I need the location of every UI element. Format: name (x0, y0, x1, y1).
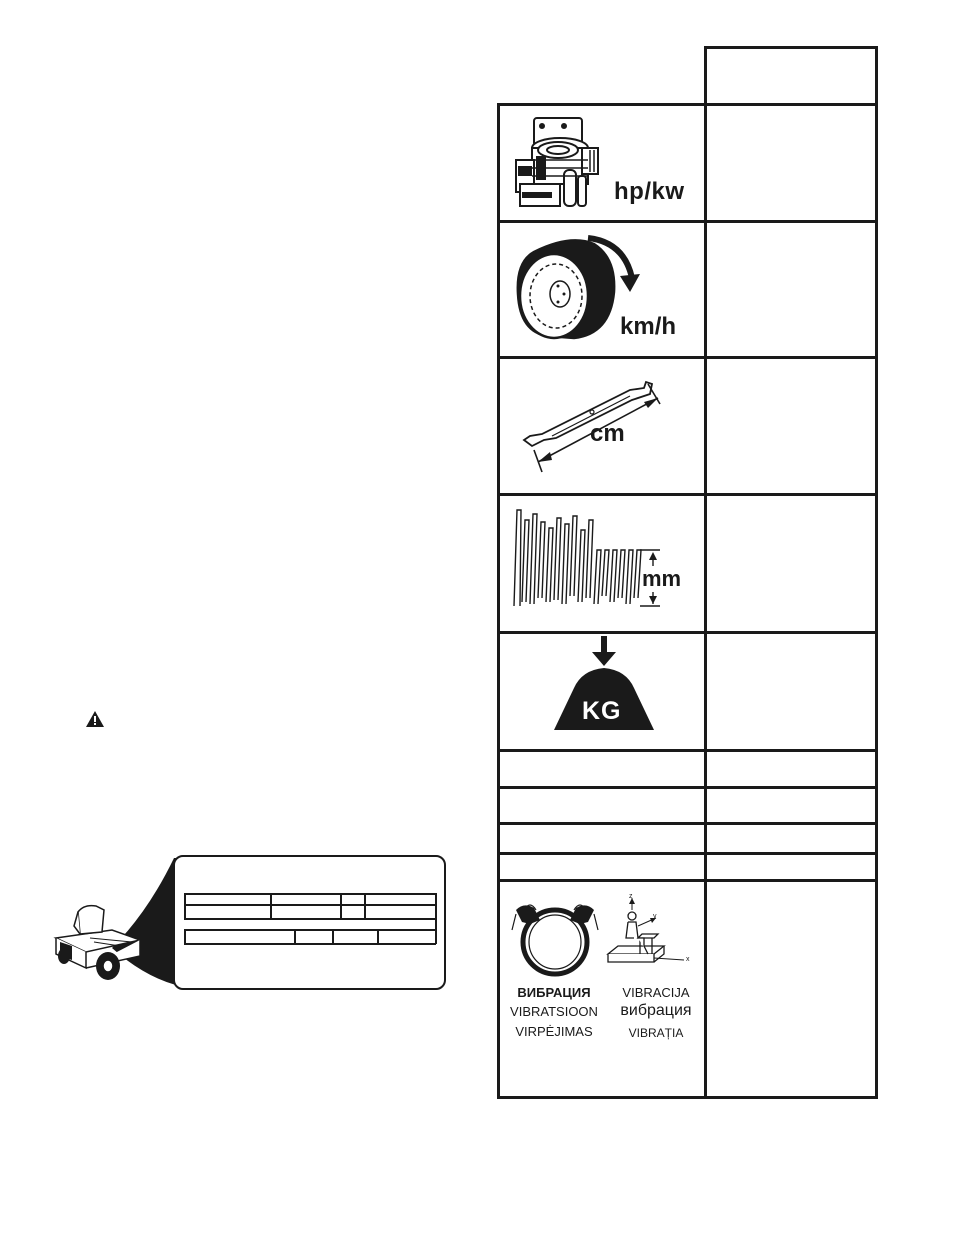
vibration-label-bg: вибрация (620, 1002, 692, 1019)
warning-icon (86, 711, 104, 727)
vibration-label-hr: VIBRACIJA (622, 985, 690, 1000)
tractor-icon (50, 902, 160, 992)
vibration-label-ru: ВИБРАЦИЯ (517, 985, 591, 1000)
vibration-axis-z: z (629, 893, 633, 900)
height-unit-label: mm (642, 566, 682, 591)
weight-unit-label: KG (582, 697, 622, 725)
vibration-label-ro: VIBRAȚIA (628, 1026, 684, 1040)
vibration-label-et: VIBRATSIOON (510, 1004, 598, 1019)
vibration-axis-x: x (686, 956, 690, 963)
grass-height-icon (508, 506, 698, 612)
vibration-icon (510, 900, 600, 980)
blade-unit-label: cm (590, 420, 625, 447)
table-divider (704, 46, 707, 1098)
seated-operator-icon (604, 898, 694, 978)
nameplate-label-table (184, 893, 435, 945)
vibration-axis-y: y (653, 913, 657, 920)
table-border (497, 103, 500, 1098)
engine-icon (512, 112, 612, 217)
table-border (875, 46, 878, 1098)
speed-unit-label: km/h (620, 313, 677, 340)
vibration-label-lt: VIRPĖJIMAS (515, 1024, 593, 1039)
engine-unit-label: hp/kw (614, 178, 685, 205)
table-border (704, 46, 877, 49)
